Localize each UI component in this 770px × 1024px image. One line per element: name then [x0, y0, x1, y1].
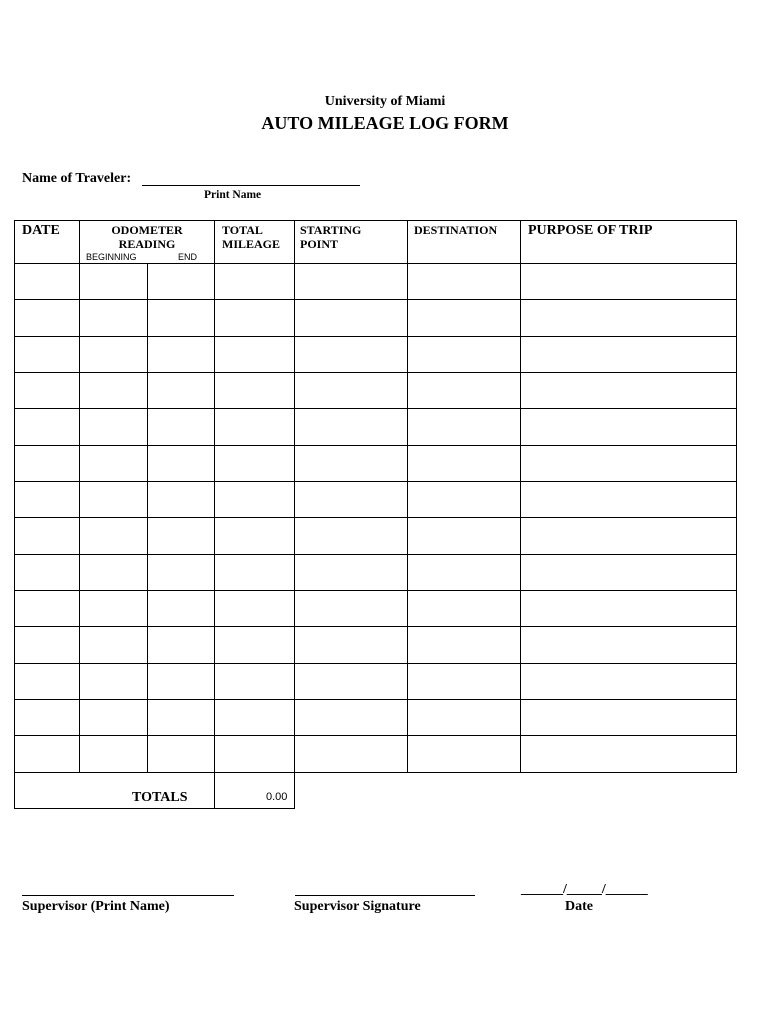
row-divider [14, 517, 737, 518]
print-name-caption: Print Name [204, 189, 262, 201]
row-divider [14, 445, 737, 446]
row-divider [14, 590, 737, 591]
column-divider-date [79, 220, 80, 772]
row-divider [14, 554, 737, 555]
supervisor-signature-line[interactable] [295, 895, 475, 896]
row-divider [14, 372, 737, 373]
column-divider-starting [407, 220, 408, 772]
table-rows-bottom [14, 772, 737, 773]
row-divider [14, 299, 737, 300]
supervisor-name-line[interactable] [22, 895, 234, 896]
totals-value: 0.00 [266, 791, 288, 803]
row-divider [14, 408, 737, 409]
row-divider [14, 336, 737, 337]
header-odometer: ODOMETER [111, 223, 183, 237]
table-border-left [14, 220, 15, 808]
header-starting: STARTING [300, 223, 362, 237]
header-date: DATE [22, 223, 60, 238]
row-divider [14, 481, 737, 482]
table-border-top [14, 220, 737, 221]
header-reading: READING [118, 237, 176, 251]
institution-name: University of Miami [324, 94, 446, 109]
row-divider [14, 663, 737, 664]
traveler-label: Name of Traveler: [22, 171, 132, 186]
date-field[interactable]: ______/_____/______ [521, 882, 648, 897]
table-border-right [736, 220, 737, 772]
header-total: TOTAL [222, 223, 263, 237]
column-divider-end [214, 220, 215, 808]
traveler-name-line[interactable] [142, 185, 360, 186]
header-mileage: MILEAGE [222, 237, 281, 251]
totals-label: TOTALS [132, 790, 188, 805]
header-purpose: PURPOSE OF TRIP [528, 223, 653, 238]
row-divider [14, 626, 737, 627]
form-title: AUTO MILEAGE LOG FORM [261, 113, 509, 133]
header-beginning: BEGINNING [86, 252, 137, 262]
header-point: POINT [300, 237, 339, 251]
row-divider [14, 699, 737, 700]
header-end: END [178, 252, 198, 262]
totals-bottom [14, 808, 295, 809]
supervisor-signature-label: Supervisor Signature [294, 899, 421, 914]
date-label: Date [565, 899, 593, 914]
supervisor-name-label: Supervisor (Print Name) [22, 899, 170, 914]
header-destination: DESTINATION [414, 223, 498, 237]
row-divider [14, 735, 737, 736]
column-divider-destination [520, 220, 521, 772]
column-divider-total [294, 220, 295, 808]
header-divider [14, 263, 737, 264]
